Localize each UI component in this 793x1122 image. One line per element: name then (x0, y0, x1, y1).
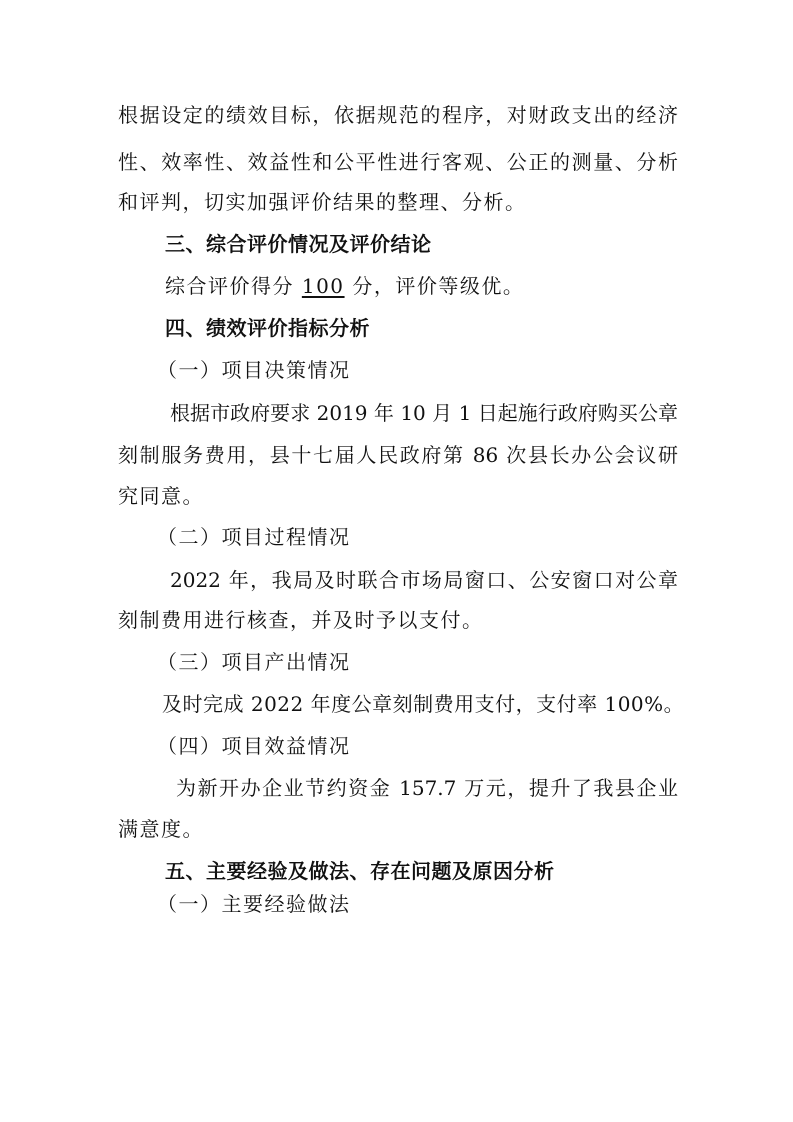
section4-heading: 四、绩效评价指标分析 (165, 316, 370, 340)
score-text-after: 分，评价等级优。 (352, 274, 525, 298)
section4-sub1-line-3: 究同意。 (118, 484, 204, 508)
section4-sub1-line-1: 根据市政府要求 2019 年 10 月 1 日起施行政府购买公章 (170, 401, 678, 425)
section4-sub2-title: （二）项目过程情况 (157, 525, 351, 549)
section4-sub1-line-2: 刻制服务费用，县十七届人民政府第 86 次县长办公会议研 (118, 443, 678, 467)
section4-sub2-line-2: 刻制费用进行核查，并及时予以支付。 (118, 608, 484, 632)
section4-sub4-line-2: 满意度。 (118, 817, 204, 841)
section4-sub1-title: （一）项目决策情况 (157, 358, 351, 382)
score-value: 100 (301, 274, 345, 298)
section5-sub1-title: （一）主要经验做法 (157, 892, 351, 916)
section3-score-line (165, 272, 725, 300)
section3-heading: 三、综合评价情况及评价结论 (165, 232, 432, 256)
intro-line-2: 性、效率性、效益性和公平性进行客观、公正的测量、分析 (118, 150, 678, 174)
section4-sub4-title: （四）项目效益情况 (157, 734, 351, 758)
intro-line-1: 根据设定的绩效目标，依据规范的程序，对财政支出的经济 (118, 103, 678, 127)
section5-heading: 五、主要经验及做法、存在问题及原因分析 (165, 859, 555, 883)
section4-sub3-line-1: 及时完成 2022 年度公章刻制费用支付，支付率 100%。 (162, 692, 685, 716)
intro-line-3: 和评判，切实加强评价结果的整理、分析。 (118, 190, 527, 214)
score-text-before: 综合评价得分 (165, 274, 294, 298)
section4-sub3-title: （三）项目产出情况 (157, 650, 351, 674)
section4-sub4-line-1: 为新开办企业节约资金 157.7 万元，提升了我县企业 (176, 776, 678, 800)
section4-sub2-line-1: 2022 年，我局及时联合市场局窗口、公安窗口对公章 (170, 568, 678, 592)
